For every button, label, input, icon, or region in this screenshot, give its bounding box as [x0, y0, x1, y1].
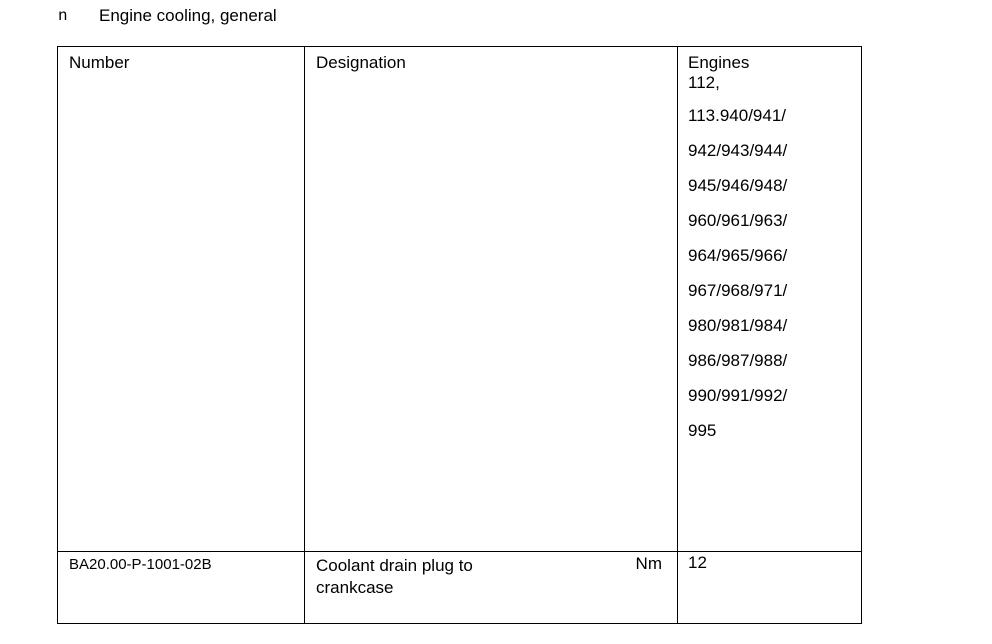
engine-code: 995 — [688, 421, 717, 440]
engine-code: 967/968/971/ — [688, 281, 788, 300]
designation-text: Coolant drain plug to crankcase — [316, 556, 473, 597]
engine-code: 113.940/941/ — [688, 106, 786, 125]
number-cell — [58, 552, 305, 624]
engine-code: 990/991/992/ — [688, 386, 788, 405]
header-engines: Engines — [688, 53, 750, 72]
header-cell-engines — [678, 47, 862, 552]
engine-code: 964/965/966/ — [688, 246, 788, 265]
header-cell-number — [58, 47, 305, 552]
engine-code: 945/946/948/ — [688, 176, 788, 195]
section-heading — [58, 5, 277, 27]
header-cell-designation — [305, 47, 678, 552]
engine-code: 960/961/963/ — [688, 211, 788, 230]
torque-unit: Nm — [635, 554, 662, 573]
designation-cell — [305, 552, 678, 624]
table-header-row — [58, 47, 862, 552]
value-cell — [678, 552, 862, 624]
engine-code: 980/981/984/ — [688, 316, 788, 335]
engine-code: 942/943/944/ — [688, 141, 788, 160]
torque-value: 12 — [688, 553, 707, 572]
bullet-marker: n — [58, 7, 68, 25]
engine-code: 112, — [688, 73, 720, 92]
table-row — [58, 552, 862, 624]
header-designation: Designation — [316, 53, 406, 72]
torque-spec-table — [57, 46, 862, 624]
engine-code-list — [678, 73, 861, 456]
header-number: Number — [69, 53, 130, 72]
engine-code: 986/987/988/ — [688, 351, 788, 370]
document-number: BA20.00-P-1001-02B — [69, 556, 212, 573]
section-title: Engine cooling, general — [99, 6, 277, 25]
